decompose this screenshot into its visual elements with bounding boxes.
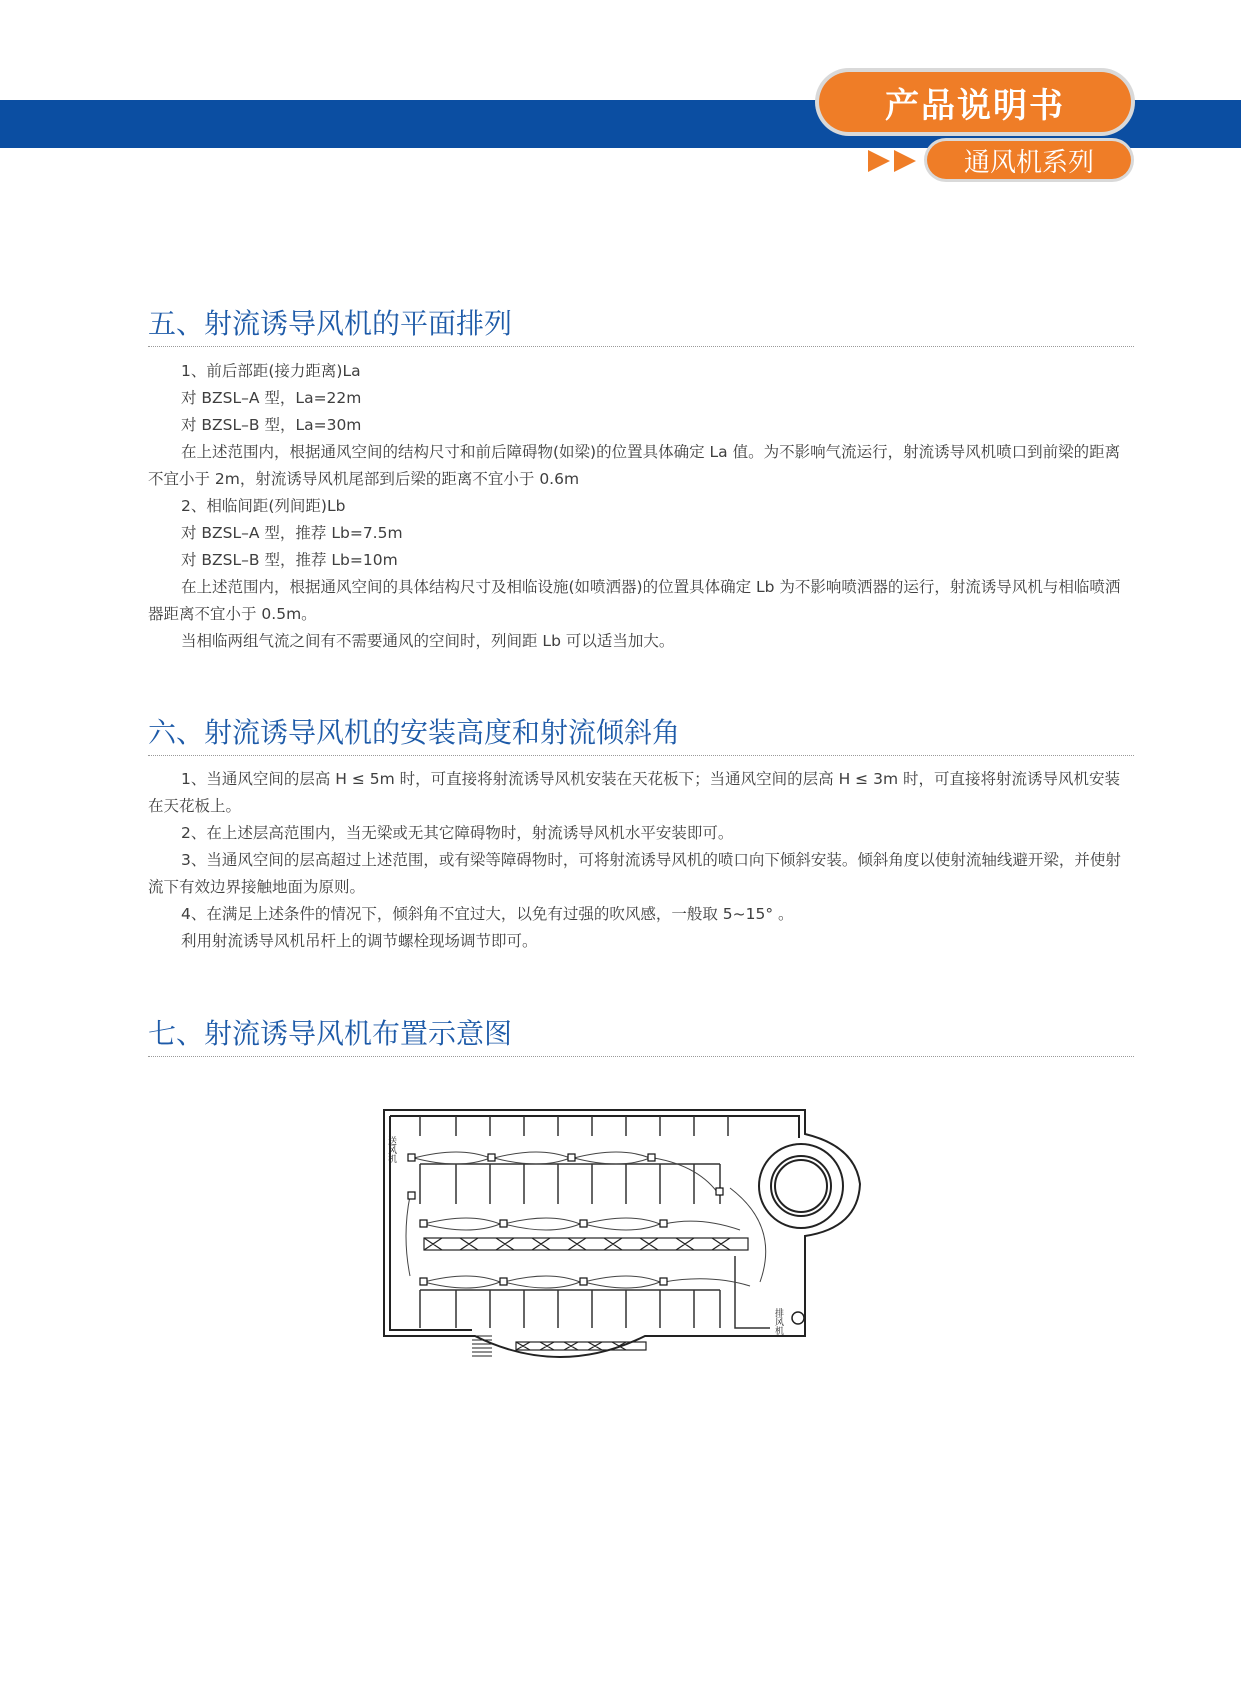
text-line: 对 BZSL–A 型，推荐 Lb=7.5m xyxy=(181,524,403,542)
parking-stalls xyxy=(420,1116,770,1328)
beam-strips xyxy=(424,1238,748,1350)
section-5-body xyxy=(148,358,1134,655)
section-6-body xyxy=(148,766,1134,955)
text-line: 3、当通风空间的层高超过上述范围，或有梁等障碍物时，可将射流诱导风机的喷口向下倾斜安装。倾斜角度以使射流轴线避开梁，并使射流下有效边界接触地面为原则。 xyxy=(148,851,1121,896)
text-line: 对 BZSL–B 型，推荐 Lb=10m xyxy=(181,551,398,569)
text-line: 在上述范围内，根据通风空间的具体结构尺寸及相临设施(如喷洒器)的位置具体确定 Lb 为不影响喷洒器的运行，射流诱导风机与相临喷洒器距离不宜小于 0.5m。 xyxy=(148,578,1121,623)
text-line: 利用射流诱导风机吊杆上的调节螺栓现场调节即可。 xyxy=(181,932,538,950)
text-line: 1、前后部距(接力距离)La xyxy=(181,362,361,380)
section-heading-7: 七、射流诱导风机布置示意图 xyxy=(148,1012,1134,1057)
text-line: 4、在满足上述条件的情况下，倾斜角不宜过大，以免有过强的吹风感，一般取 5~15° 。 xyxy=(181,905,794,923)
text-line: 2、在上述层高范围内，当无梁或无其它障碍物时，射流诱导风机水平安装即可。 xyxy=(181,824,734,842)
section-heading-6: 六、射流诱导风机的安装高度和射流倾斜角 xyxy=(148,711,1134,756)
text-line: 对 BZSL–A 型，La=22m xyxy=(181,389,362,407)
supply-fan-label: 送风机 xyxy=(386,1136,396,1163)
exhaust-fan-label: 排风机 xyxy=(773,1308,783,1335)
text-line: 在上述范围内，根据通风空间的结构尺寸和前后障碍物(如梁)的位置具体确定 La 值。为不影响气流运行，射流诱导风机喷口到前梁的距离不宜小于 2m，射流诱导风机尾部到后梁的距离不宜小于 0.6m xyxy=(148,443,1121,488)
text-line: 对 BZSL–B 型，La=30m xyxy=(181,416,362,434)
section-heading-5: 五、射流诱导风机的平面排列 xyxy=(148,302,1134,347)
document-title: 产品说明书 xyxy=(819,72,1131,132)
fan-layout-diagram xyxy=(380,1106,866,1376)
text-line: 2、相临间距(列间距)Lb xyxy=(181,497,346,515)
text-line: 当相临两组气流之间有不需要通风的空间时，列间距 Lb 可以适当加大。 xyxy=(181,632,675,650)
double-arrow-icon xyxy=(868,148,920,174)
series-label: 通风机系列 xyxy=(927,141,1131,179)
text-line: 1、当通风空间的层高 H ≤ 5m 时，可直接将射流诱导风机安装在天花板下；当通风空间的层高 H ≤ 3m 时，可直接将射流诱导风机安装在天花板上。 xyxy=(148,770,1120,815)
